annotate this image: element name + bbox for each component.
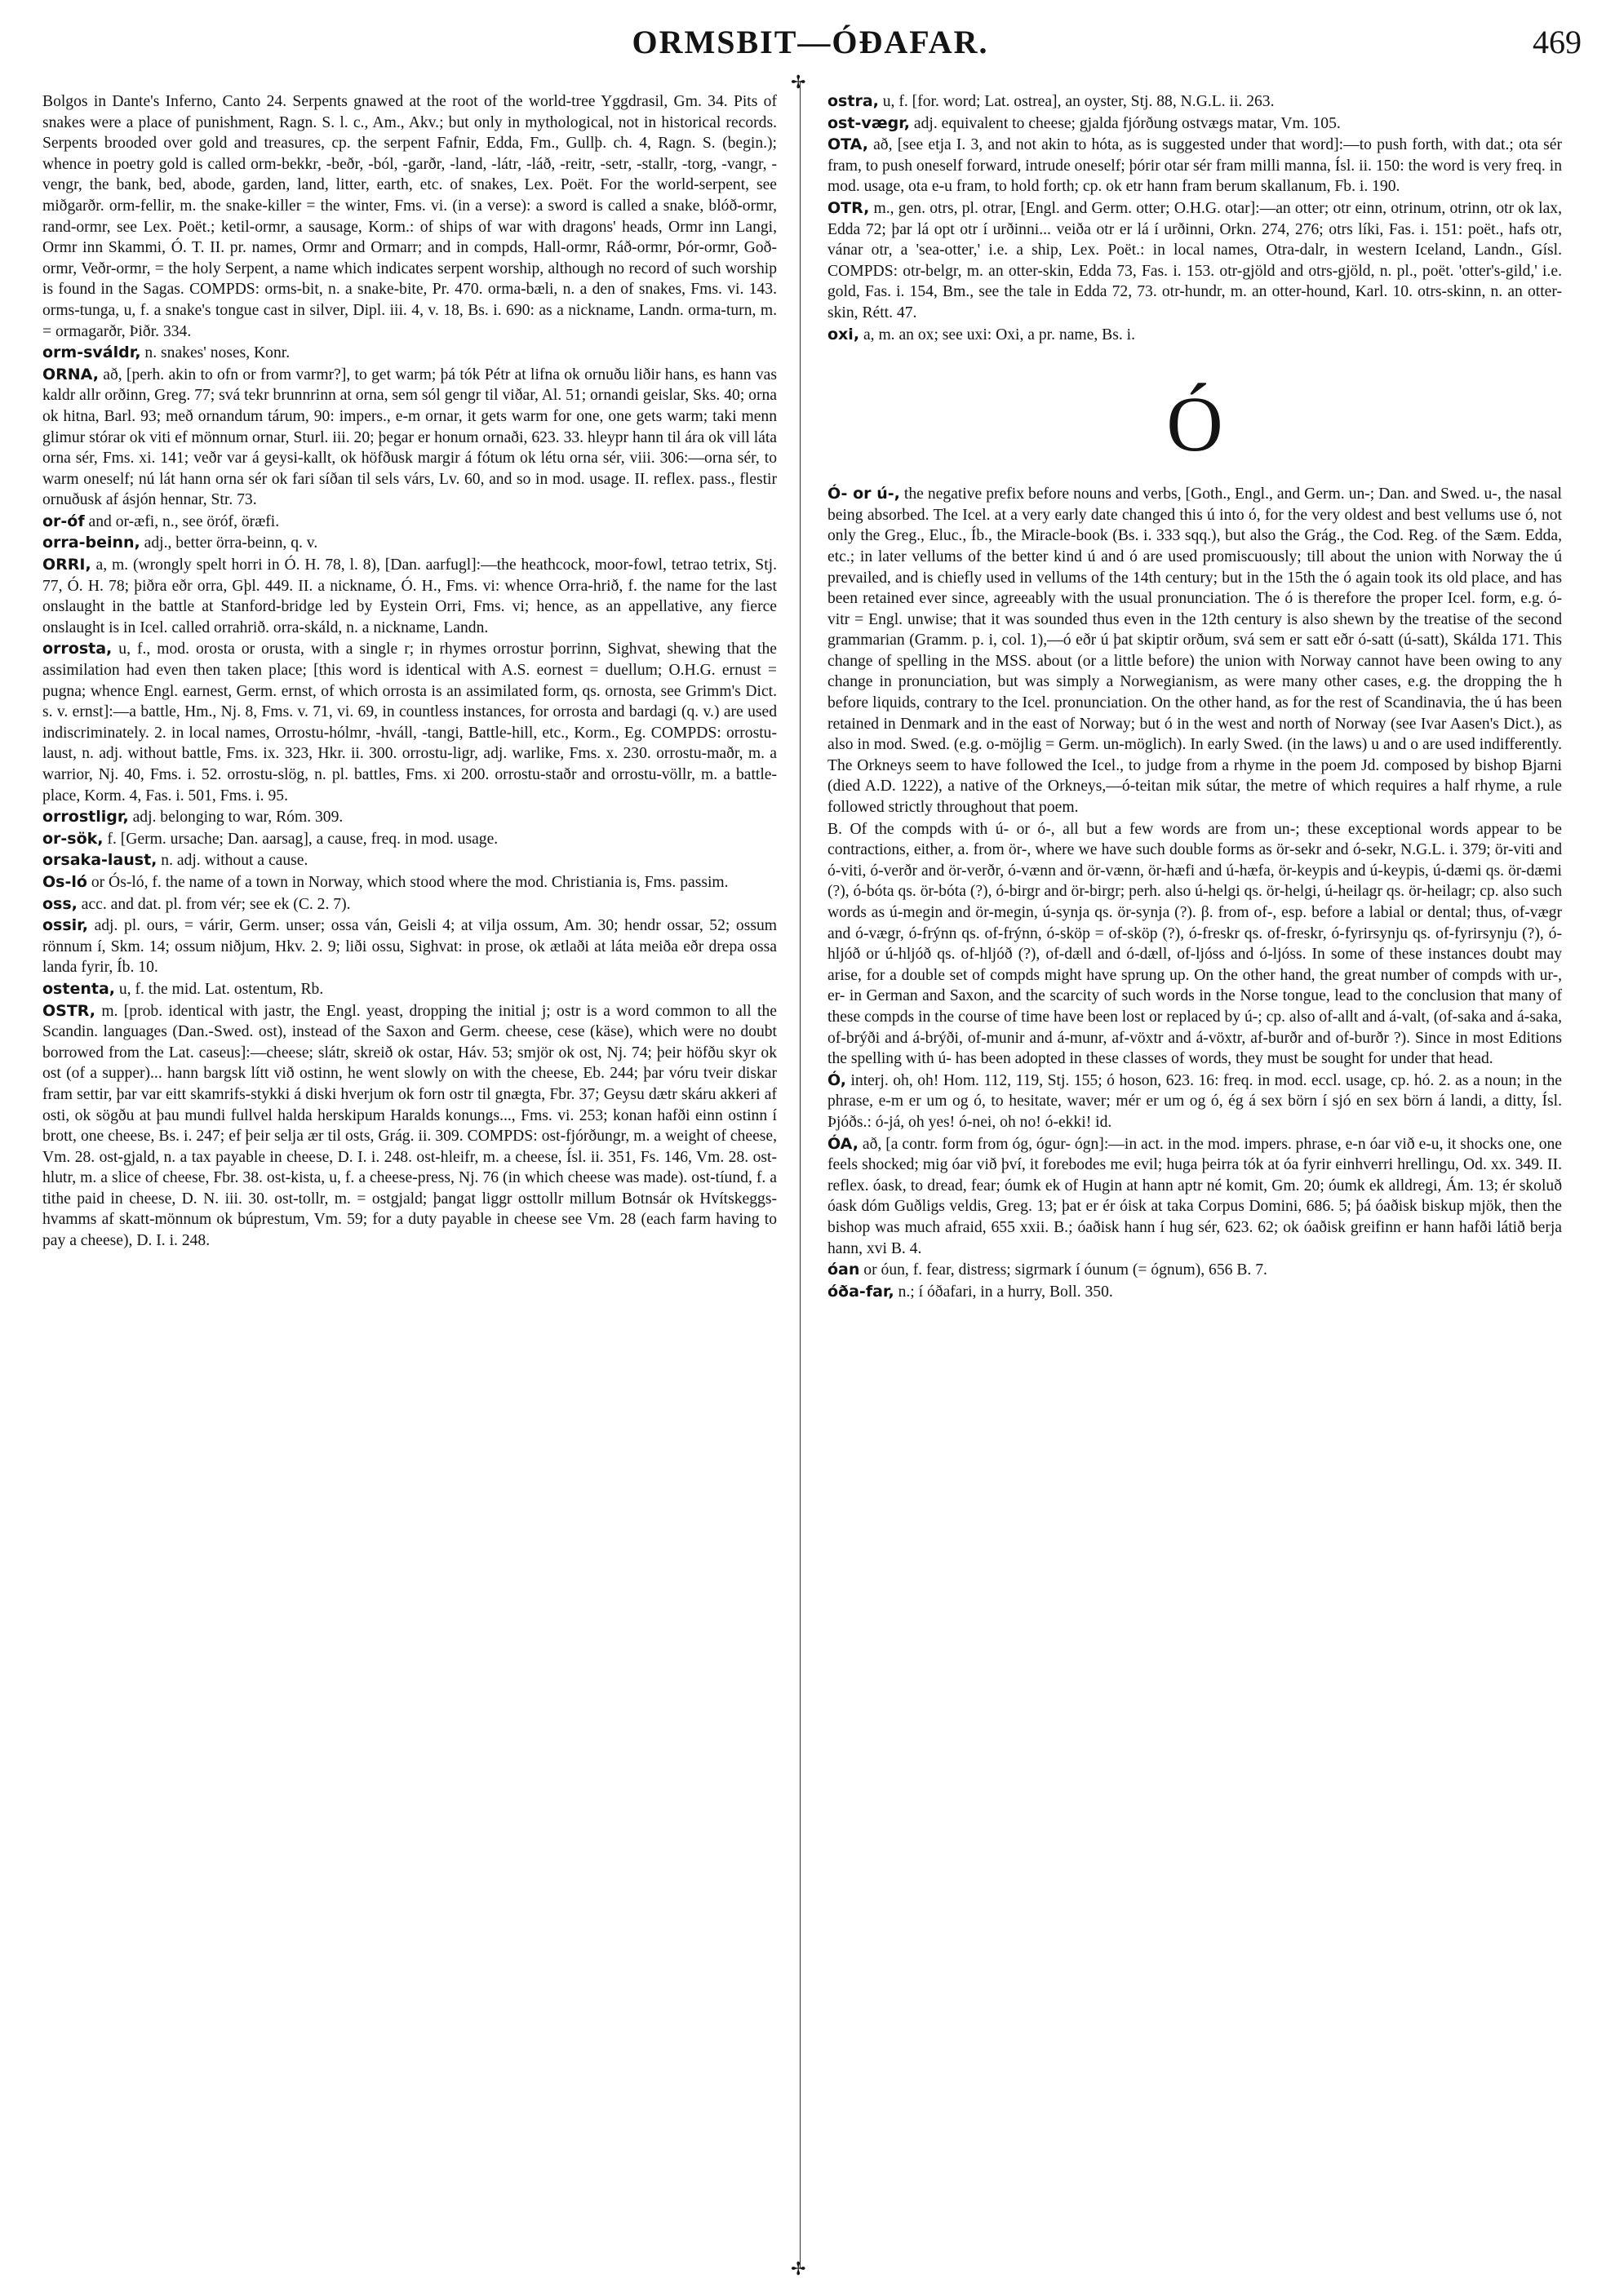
dictionary-entry [42, 829, 777, 850]
entry-headword: ost-vægr, [827, 113, 911, 132]
column-divider [800, 82, 801, 2268]
entry-text: acc. and dat. pl. from vér; see ek (C. 2. 7). [77, 895, 351, 913]
dictionary-entry [42, 91, 777, 342]
divider-ornament-bottom: ✢ [791, 2258, 806, 2279]
dictionary-entry [42, 533, 777, 554]
dictionary-entry [827, 484, 1562, 818]
dictionary-entry [42, 915, 777, 978]
dictionary-entry [42, 1001, 777, 1252]
entry-text: u, f. the mid. Lat. ostentum, Rb. [114, 980, 324, 998]
entry-text: and or-æfi, n., see öróf, öræfi. [84, 512, 280, 530]
dictionary-entry [42, 639, 777, 806]
dictionary-entry [827, 325, 1562, 346]
dictionary-entry [827, 819, 1562, 1070]
entry-headword: orrostligr, [42, 808, 129, 827]
entry-text: n.; í óðafari, in a hurry, Boll. 350. [894, 1283, 1113, 1301]
entry-text: adj. belonging to war, Róm. 309. [128, 809, 344, 827]
entry-text: adj. equivalent to cheese; gjalda fjórðung ostvægs matar, Vm. 105. [910, 114, 1341, 132]
entry-text: adj., better örra-beinn, q. v. [140, 534, 318, 552]
entry-text: a, m. (wrongly spelt horri in Ó. H. 78, l. 8), [Dan. aarfugl]:—the heathcock, moor-fowl, tetrao tetrix, Stj. 77, Ó. H. 78; þiðra eðr orra, Gþl. 449. II. a nickname, Ó. H., Fms. vi: whence Orra-hrið, f. the name for the last onslaught in the battle at Stanford-bridge led by Eystein Orri, Fms. vi; hence, as an appellative, any fierce onslaught is in Icel. called orrahrið. orra-skáld, n. a nickname, Landn. [42, 556, 777, 636]
entry-text: adj. pl. ours, = várir, Germ. unser; ossa ván, Geisli 4; at vilja ossum, Am. 30; hendr ossar, 52; ossum rönnum í, Skm. 14; ossum niðjum, Hkv. 2. 9; liði ossu, Sighvat: in prose, ok ætlaði at láta meiða eðr drepa ossa landa fyrir, Íb. 10. [42, 917, 777, 977]
dictionary-entry [42, 979, 777, 1000]
entry-headword: ÓA, [827, 1134, 859, 1153]
entry-text: Bolgos in Dante's Inferno, Canto 24. Serpents gnawed at the root of the world-tree Yggdrasil, Gm. 34. Pits of snakes were a place of punishment, Ragn. S. l. c., Am., Akv.; but only in mythological, not in historical records. Serpents brooded over gold and treasures, cp. the serpent Fafnir, Edda, Fm., Gullþ. ch. 4, Ragn. S. (begin.); whence in poetry gold is called orm-bekkr, -beðr, -ból, -garðr, -land, -látr, -láð, -reitr, -setr, -stallr, -torg, -vangr, -vengr, the bank, bed, abode, garden, land, litter, earth, etc. of snakes, Lex. Poët. For the world-serpent, see miðgarðr. orm-fellir, m. the snake-killer = the winter, Fms. vi. (in a verse): a sword is called a snake, blóð-ormr, rand-ormr, see Lex. Poët.; ketil-ormr, a sausage, Korm.: of ships of war with dragons' heads, Ormr inn Langi, Ormr inn Skammi, Ó. T. II. pr. names, Ormr and Ormarr; and in compds, Hall-ormr, Ráð-ormr, Þór-ormr, Goð-ormr, Veðr-ormr, = the holy Serpent, a name which indicates serpent worship, although no record of such worship is found in the Sagas. COMPDS: orms-bit, n. a snake-bite, Pr. 470. orma-bæli, n. a den of snakes, Fms. vi. 143. orms-tunga, u, f. a snake's tongue cast in silver, Dipl. iii. 4, v. 18, Bs. i. 690: as a nickname, Landn. orma-turn, m. = ormagarðr, Þiðr. 334. [42, 93, 777, 340]
entry-headword: óða-far, [827, 1282, 894, 1301]
dictionary-entry [42, 872, 777, 893]
dictionary-entry [827, 1070, 1562, 1133]
entry-text: or óun, f. fear, distress; sigrmark í óunum (= ógnum), 656 B. 7. [859, 1261, 1267, 1279]
page-header [39, 23, 1582, 64]
entry-headword: Os-ló [42, 872, 87, 891]
entry-text: f. [Germ. ursache; Dan. aarsag], a cause, freq. in mod. usage. [103, 830, 499, 848]
entry-headword: ORRI, [42, 556, 91, 574]
page-number: 469 [1533, 24, 1582, 60]
dictionary-entry [42, 365, 777, 511]
entry-headword: orra-beinn, [42, 534, 140, 552]
entry-text: að, [see etja I. 3, and not akin to hóta, as is suggested under that word]:—to push forth, with dat.; ota sér fram, to push oneself forward, intrude oneself; þórir otar sér fram milli manna, Ísl. ii. 150: the word is very freq. in mod. usage, ota e-u fram, to hold forth; cp. ok etr hann fram berum skallanum, Fb. i. 190. [827, 136, 1562, 196]
entry-headword: or-óf [42, 512, 85, 530]
dictionary-entry [42, 343, 777, 364]
entry-text: að, [perh. akin to ofn or from varmr?], to get warm; þá tók Pétr at lifna ok ornuðu liðir hans, es hann vas kaldr allr orðinn, Greg. 77; svá tekr brunnrinn at orna, sem sól gengr til viðar, Al. 51; ornandi geislar, Sks. 40; orna ok hitna, Barl. 93; með ornandum tárum, 90: impers., e-m ornar, it gets warm for one, one gets warm; taki menn glimur stórar ok viti ef mönnum ornar, Sturl. iii. 20; þegar er honum ornaði, 623. 33. hleypr hann til ára ok vill láta orna sér, Fms. xi. 141; veðr var á geysi-kallt, ok höfðusk margir á fótum ok létu orna sér, viii. 306:—orna sér, to warm oneself; nú lát hann orna sér ok fari síðan til sels várs, Lv. 60, and so in mod. usage. II. reflex. pass., flestir ornuðusk af ásjón hennar, Str. 73. [42, 366, 777, 509]
entry-text: u, f. [for. word; Lat. ostrea], an oyster, Stj. 88, N.G.L. ii. 263. [878, 93, 1275, 110]
entry-headword: Ó, [827, 1070, 846, 1089]
dictionary-entry [827, 1282, 1562, 1303]
entry-headword: OTA, [827, 135, 868, 154]
entry-text: m., gen. otrs, pl. otrar, [Engl. and Germ. otter; O.H.G. otar]:—an otter; otr einn, otrinum, otrinn, otr ok lax, Edda 72; þar lá opt otr í urðinni... veiða otr er lá í urðinni, Orkn. 274, 276; otrs líki, Fas. i. 151: poët., hafs otr, vánar otr, a 'sea-otter,' i.e. a ship, Lex. Poët.: in local names, Otra-dalr, in western Iceland, Landn., Gísl. COMPDS: otr-belgr, m. an otter-skin, Edda 73, Fas. i. 153. otr-gjöld and otrs-gjöld, n. pl., poët. 'otter's-gild,' i.e. gold, Fas. i. 154, Bm., see the tale in Edda 72, 73. otr-hundr, m. an otter-hound, Karl. 10. otrs-skinn, n. an otter-skin, Rétt. 47. [827, 199, 1562, 321]
entry-headword: Ó- or ú-, [827, 485, 900, 503]
left-column [42, 91, 777, 2229]
entry-text: interj. oh, oh! Hom. 112, 119, Stj. 155; ó hoson, 623. 16: freq. in mod. eccl. usage, cp. hó. 2. as a noun; in the phrase, e-m er um og ó, to hesitate, waver; mér er um og ó, ég á sex börn í sjó en sex börn á landi, a ditty, Ísl. Þjóðs.: ó-já, oh yes! ó-nei, oh no! ó-ekki! id. [827, 1071, 1562, 1131]
dictionary-entry [827, 113, 1562, 135]
dictionary-entry [42, 850, 777, 871]
entry-text: m. [prob. identical with jastr, the Engl. yeast, dropping the initial j; ostr is a word common to all the Scandin. languages (Dan.-Swed. ost), instead of the Saxon and Germ. cheese, cese (käse), which were no doubt borrowed from the Lat. caseus]:—cheese; slátr, skreið ok ostar, Háv. 53; smjör ok ost, Nj. 74; þeir höfðu skyr ok ost (of a supper)... hann bargsk lítt við ostinn, he went slowly on with the cheese, Eb. 244; þar vóru tveir diskar fram settir, þar var eitt skamrifs-stykki á diski hverjum ok forn ostr til gnægta, Fbr. 37; Geysu dætr skáru akkeri af osti, ok sögðu at þau mundi fullvel halda herskipum Haralds konungs..., Fms. vi. 253; konan hafði einn ostinn í brott, one cheese, Bs. i. 247; ef þeir selja ær til osts, Grág. ii. 309. COMPDS: ost-fjórðungr, m. a weight of cheese, Vm. 28. ost-gjald, n. a tax payable in cheese, D. I. i. 248. ost-hleifr, m. a cheese, Ísl. ii. 351, Fs. 146, Vm. 28. ost-hlutr, m. a slice of cheese, Fbr. 38. ost-kista, u, f. a cheese-press, Nj. 76 (in which cheese was made). ost-tíund, f. a tithe paid in cheese, D. N. iii. 30. ost-tollr, m. = ostgjald; þangat liggr osttollr millum Botnsár ok Hvítskeggs-hvamms af skatt-mönnum ok búprestum, Vm. 59; for a duty payable in cheese see Vm. 28 (each farm having to pay a cheese), D. I. i. 248. [42, 1002, 777, 1250]
entry-headword: orrosta, [42, 640, 113, 658]
entry-text: or Ós-ló, f. the name of a town in Norway, which stood where the mod. Christiania is, Fms. passim. [87, 873, 729, 891]
entry-text: u, f., mod. orosta or orusta, with a single r; in rhymes orrostur þorrinn, Sighvat, shewing that the assimilation had even then taken place; [this word is identical with A.S. eornest = duellum; O.H.G. ernust = pugna; whence Engl. earnest, Germ. ernst, of which orrosta is an assimilated form, qs. ornosta, see Grimm's Dict. s. v. ernst]:—a battle, Hm., Nj. 8, Fms. v. 71, vi. 69, in countless instances, for orrosta and bardagi (q. v.) are used indiscriminately. 2. in local names, Orrostu-hólmr, -hváll, -tangi, Battle-hill, etc., Korm., Eg. COMPDS: orrostu-laust, n. adj. without battle, Fms. ix. 323, Hkr. ii. 300. orrostu-ligr, adj. warlike, Fms. x. 230. orrostu-maðr, m. a warrior, Nj. 40, Fms. i. 52. orrostu-slög, n. pl. battles, Fms. xi 200. orrostu-staðr and orrostu-völlr, m. a battle-place, Korm. 4, Fas. i. 501, Fms. i. 95. [42, 640, 777, 804]
entry-headword: óan [827, 1261, 860, 1279]
divider-ornament-top: ✢ [791, 72, 806, 92]
running-title: ORMSBIT—ÓÐAFAR. [632, 24, 989, 60]
entry-headword: orsaka-laust, [42, 851, 158, 870]
dictionary-entry [42, 807, 777, 828]
entry-headword: oss, [42, 894, 78, 913]
dictionary-entry [827, 198, 1562, 324]
dictionary-entry [827, 135, 1562, 197]
entry-headword: OTR, [827, 198, 870, 217]
entry-text: n. snakes' noses, Konr. [140, 344, 291, 362]
entry-text: a, m. an ox; see uxi: Oxi, a pr. name, Bs. i. [859, 326, 1135, 344]
letter-section-heading: Ó [1166, 380, 1223, 468]
entry-text: B. Of the compds with ú- or ó-, all but a few words are from un-; these exceptional words appear to be contractions, either, a. from ör-, where we have such double forms as ör-sekr and ó-sekr, N.G.L. i. 379; ör-viti and ó-viti, ó-verðr and ör-verðr, ó-vænn and ör-vænn, ör-hæfi and ú-hæfa, ör-keypis and ú-keypis, ú-dæmi qs. ör-dæmi (?), ó-bóta qs. ör-bóta (?), ó-birgr and ör-birgr; perh. also ú-helgi qs. ör-helgi, ú-heilagr qs. ör-heilagr; cp. also such words as ú-megin and ör-megin, ú-synja qs. ör-synja (?). β. from of-, esp. before a labial or dental; thus, of-vægr and ó-vægr, ó-frýnn qs. of-frýnn, ó-sköp = of-sköp (?), ó-freskr qs. of-freskr, ó-fyrirsynju qs. of-fyrirsynju (?), ó-hljóð or ú-hljóð qs. of-hljóð (?), of-dæll and ó-dæll, of-ljóss and ó-ljóss. In some of these instances doubt may arise, for a double set of compds might have sprung up. On the other hand, the great number of compds with ur-, er- in German and Saxon, and the scarcity of such words in the Norse tongue, lead to the conclusion that many of these compds in the course of time have been lost or replaced by ú-; cp. also of-allt and á-valt, (of-saka and á-saka, of-brýði and á-brýði, of-munir and á-munr, af-vöxtr and á-vöxtr, af-burðr and of-burðr ?). Since in most Editions the spelling with ú- has been adopted in these classes of words, they must be sought for under that head. [827, 820, 1562, 1068]
entry-headword: ossir, [42, 916, 88, 935]
entry-headword: ostra, [827, 92, 879, 110]
dictionary-entry [827, 1134, 1562, 1260]
entry-text: n. adj. without a cause. [157, 852, 308, 870]
dictionary-entry [42, 555, 777, 638]
dictionary-entry [827, 1260, 1562, 1281]
entry-headword: or-sök, [42, 829, 104, 848]
entry-headword: oxi, [827, 325, 860, 344]
dictionary-entry [827, 91, 1562, 113]
entry-headword: ORNA, [42, 365, 99, 383]
entry-headword: ostenta, [42, 979, 115, 998]
dictionary-entry [42, 894, 777, 915]
entry-text: að, [a contr. form from óg, ógur- ógn]:—in act. in the mod. impers. phrase, e-n óar við e-u, it shocks one, one feels shocked; mig óar við því, it forebodes me evil; huga þeirra tók at óa fyrir einhverri hrellingu, Od. xx. 349. II. reflex. óask, to dread, fear; óumk ek of Hugin at hann aptr né komit, Gm. 20; óumk ek alldregi, Ám. 13; ér skoluð óask dóm Guðligs veldis, Greg. 13; þat er ér óisk at taka Corpus Domini, 686. 5; þá óaðisk biskup mjök, then the bishop was much afraid, 655 xxii. B.; óaðisk hann í hug sér, 623. 62; ok óaðisk greifinn er hann hafði látið berja hann, xvi B. 4. [827, 1135, 1562, 1257]
entry-headword: OSTR, [42, 1001, 95, 1020]
dictionary-entry [42, 512, 777, 533]
entry-text: the negative prefix before nouns and verbs, [Goth., Engl., and Germ. un-; Dan. and Swed. u-, the nasal being absorbed. The Icel. at a very early date changed this ú into ó, for the very oldest and best vellums use ó, not only the Greg., Eluc., Íb., the Miracle-book (Bs. i. 333 sqq.), but also the Grág., the Cod. Reg. of the Sæm. Edda, etc.; in later vellums of the better kind ú and ó are used promiscuously; till about the union with Norway the ú prevailed, and is chiefly used in vellums of the 14th century; but in the 15th the ó again took its old place, and has been retained ever since, agreeably with the usual pronunciation. The ó is therefore the proper Icel. form, e.g. ó-vitr = Engl. unwise; that it was sounded thus even in the 12th century is also shewn by the treatise of the second grammarian (Gramm. p. i, col. 1),—ó eðr ú þat skiptir orðum, svá sem er satt eðr ó-satt (ú-satt), Skálda 171. This change of spelling in the MSS. about (or a little before) the union with Norway cannot have been owing to any change in pronunciation, but was simply a Norwegianism, as were many other cases, e.g. the dropping the h before liquids, contrary to the Icel. pronunciation. On the other hand, as for the rest of Scandinavia, the ú has been retained in Denmark and in the east of Norway; but ó in the west and north of Norway (see Ivar Aasen's Dict.), as also in mod. Swed. (e.g. o-möjlig = Germ. un-möglich). In early Swed. (in the laws) u and o are used indifferently. The Orkneys seem to have followed the Icel., to judge from a rhyme in the poem Jd. composed by bishop Bjarni (died A.D. 1222), a native of the Orkneys,—ó-teitan mik sútar, the metre of which requires a half rhyme, a rule followed strictly throughout that poem. [827, 485, 1562, 817]
entry-headword: orm-sváldr, [42, 344, 141, 362]
right-column [827, 91, 1562, 2229]
